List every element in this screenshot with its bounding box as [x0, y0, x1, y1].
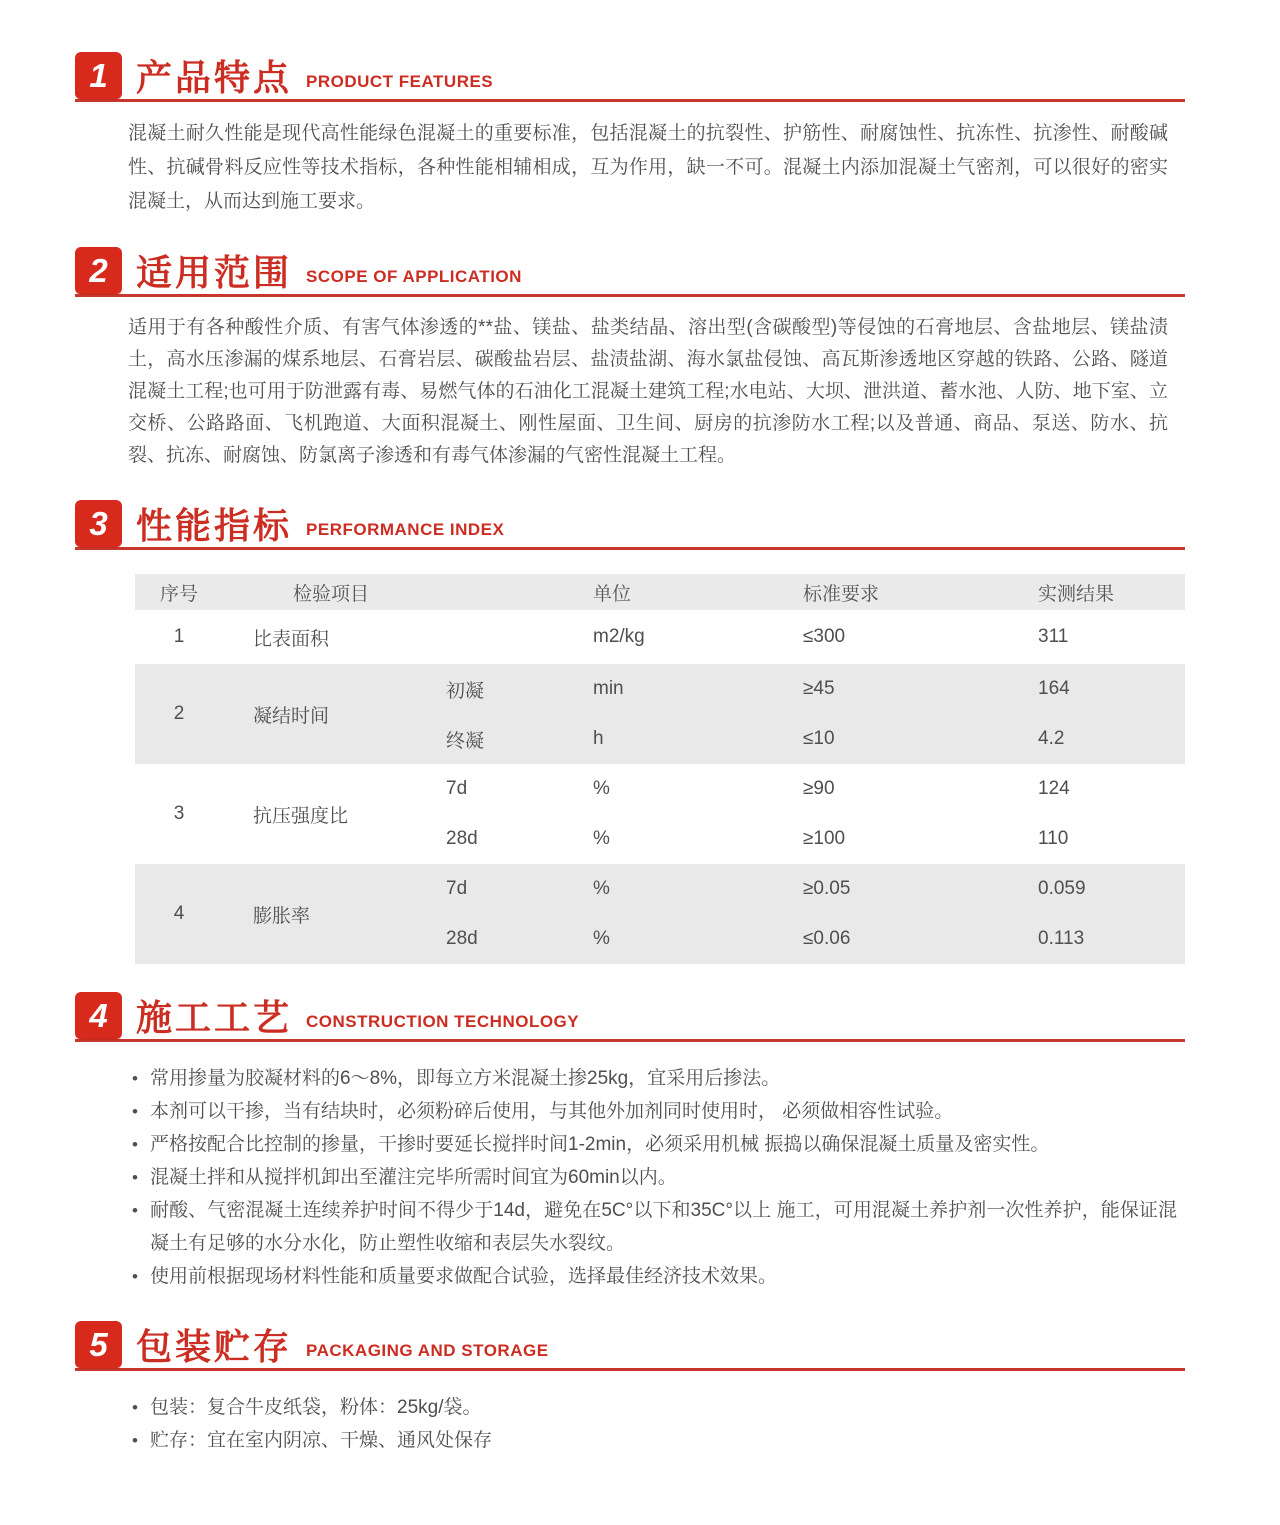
cell-item: 抗压强度比 [253, 805, 349, 827]
cell-item: 凝结时间 [253, 705, 330, 727]
cell-no: 3 [173, 803, 185, 824]
section-subtitle: PERFORMANCE INDEX [306, 520, 505, 539]
section-subtitle: PRODUCT FEATURES [306, 72, 494, 91]
section-number-badge [75, 500, 122, 547]
section-title: 性能指标 [136, 505, 293, 546]
section-title: 施工工艺 [136, 997, 293, 1038]
cell-unit: h [593, 728, 604, 749]
cell-sub-item: 终凝 [446, 730, 485, 752]
col-header-result: 实测结果 [1038, 583, 1115, 605]
cell-sub-item: 28d [446, 928, 478, 949]
cell-requirement: ≤300 [803, 626, 846, 647]
cell-sub-item: 7d [446, 878, 468, 899]
performance-table [135, 574, 1185, 964]
cell-unit: % [593, 928, 610, 949]
section-title: 适用范围 [136, 252, 293, 293]
section-product-features [0, 52, 1280, 219]
cell-result: 124 [1038, 778, 1070, 799]
section-scope-of-application [0, 247, 1280, 472]
cell-sub-item: 28d [446, 828, 478, 849]
cell-result: 4.2 [1038, 728, 1065, 749]
table-row [135, 664, 1185, 764]
section-number: 3 [89, 504, 108, 542]
section-title: 包装贮存 [136, 1326, 293, 1367]
section-number: 1 [89, 56, 108, 94]
list-item: • 使用前根据现场材料性能和质量要求做配合试验，选择最佳经济技术效果。 [132, 1260, 1177, 1293]
cell-unit: % [593, 778, 610, 799]
section-header [75, 992, 1185, 1042]
list-item: • 混凝土拌和从搅拌机卸出至灌注完毕所需时间宜为60min以内。 [132, 1161, 1177, 1194]
section-number-badge [75, 52, 122, 99]
cell-requirement: ≥45 [803, 678, 835, 699]
col-header-item: 检验项目 [293, 583, 370, 605]
cell-no: 4 [173, 903, 185, 924]
col-header-unit: 单位 [593, 583, 632, 605]
table-row [135, 610, 1185, 664]
table-row [135, 864, 1185, 964]
cell-result: 0.059 [1038, 878, 1086, 899]
section-number-badge [75, 1321, 122, 1368]
list-item: • 包装：复合牛皮纸袋，粉体：25kg/袋。 [132, 1391, 1177, 1424]
cell-sub-item: 7d [446, 778, 468, 799]
col-header-no: 序号 [159, 583, 198, 605]
table-row [135, 764, 1185, 864]
cell-item: 比表面积 [253, 628, 330, 650]
cell-no: 1 [173, 626, 185, 647]
list-item: • 常用掺量为胶凝材料的6～8%，即每立方米混凝土掺25kg，宜采用后掺法。 [132, 1062, 1177, 1095]
cell-no: 2 [173, 703, 185, 724]
cell-requirement: ≤10 [803, 728, 835, 749]
section-body-text: 适用于有各种酸性介质、有害气体渗透的**盐、镁盐、盐类结晶、溶出型(含碳酸型)等侵蚀的石膏地层、含盐地层、镁盐渍土，高水压渗漏的煤系地层、石膏岩层、碳酸盐岩层、盐渍盐湖、海水氯盐侵蚀、高瓦斯渗透地区穿越的铁路、公路、隧道混凝土工程;也可用于防泄露有毒、易燃气体的石油化工混凝土建筑工程;水电站、大坝、泄洪道、蓄水池、人防、地下室、立交桥、公路路面、飞机跑道、大面积混凝土、刚性屋面、卫生间、厨房的抗渗防水工程;以及普通、商品、泵送、防水、抗裂、抗冻、耐腐蚀、防氯离子渗透和有毒气体渗漏的气密性混凝土工程。 [128, 317, 1168, 466]
section-body-text: 混凝土耐久性能是现代高性能绿色混凝土的重要标准，包括混凝土的抗裂性、护筋性、耐腐蚀性、抗冻性、抗渗性、耐酸碱性、抗碱骨料反应性等技术指标，各种性能相辅相成，互为作用，缺一不可。混凝土内添加混凝土气密剂，可以很好的密实混凝土，从而达到施工要求。 [128, 123, 1168, 212]
section-number: 5 [89, 1325, 108, 1363]
cell-result: 0.113 [1038, 928, 1085, 949]
cell-result: 311 [1038, 626, 1069, 647]
section-number: 2 [89, 251, 108, 289]
list-item: • 贮存：宜在室内阴凉、干燥、通风处保存 [132, 1424, 1177, 1457]
list-item: • 本剂可以干掺，当有结块时，必须粉碎后使用，与其他外加剂同时使用时， 必须做相容性试验。 [132, 1095, 1177, 1128]
cell-item: 膨胀率 [253, 905, 311, 927]
cell-requirement: ≥100 [803, 828, 846, 849]
cell-result: 164 [1038, 678, 1070, 699]
cell-requirement: ≥0.05 [803, 878, 851, 899]
section-header [75, 1321, 1185, 1371]
cell-unit: m2/kg [593, 626, 645, 647]
list-item: • 耐酸、气密混凝土连续养护时间不得少于14d，避免在5C°以下和35C°以上 施工，可用混凝土养护剂一次性养护，能保证混凝土有足够的水分水化，防止塑性收缩和表层失水裂纹。 [132, 1194, 1177, 1260]
section-subtitle: SCOPE OF APPLICATION [306, 267, 522, 286]
cell-unit: % [593, 878, 610, 899]
section-number: 4 [89, 996, 108, 1034]
section-number-badge [75, 247, 122, 294]
cell-sub-item: 初凝 [446, 680, 485, 702]
section-subtitle: CONSTRUCTION TECHNOLOGY [306, 1012, 580, 1031]
col-header-requirement: 标准要求 [803, 583, 880, 605]
section-header [75, 247, 1185, 297]
section-construction-technology [0, 992, 1280, 1293]
section-number-badge [75, 992, 122, 1039]
section-header [75, 52, 1185, 102]
cell-unit: % [593, 828, 610, 849]
bullet-list [132, 1391, 1177, 1457]
bullet-list [132, 1062, 1177, 1293]
cell-result: 110 [1038, 828, 1069, 849]
section-packaging-and-storage [0, 1321, 1280, 1457]
cell-requirement: ≥90 [803, 778, 835, 799]
table-header-row [135, 574, 1185, 610]
section-header [75, 500, 1185, 550]
list-item: • 严格按配合比控制的掺量，干掺时要延长搅拌时间1-2min，必须采用机械 振捣以确保混凝土质量及密实性。 [132, 1128, 1177, 1161]
section-subtitle: PACKAGING AND STORAGE [306, 1341, 549, 1360]
cell-requirement: ≤0.06 [803, 928, 851, 949]
section-title: 产品特点 [136, 57, 293, 98]
section-performance-index [0, 500, 1280, 964]
cell-unit: min [593, 678, 624, 699]
